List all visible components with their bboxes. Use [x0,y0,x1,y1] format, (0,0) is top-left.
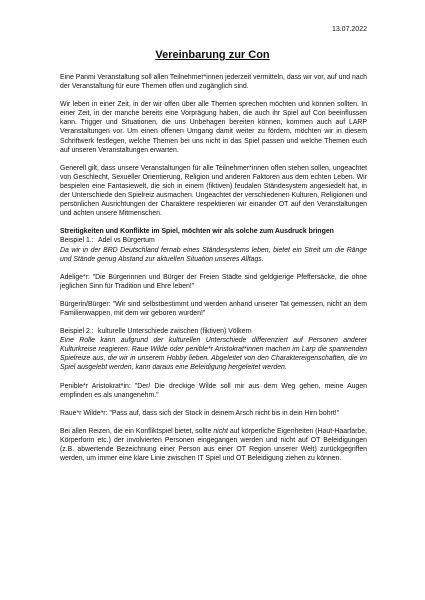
closing-text-pre: Bei allen Reizen, die ein Konfliktspiel bietet, sollte [60,427,214,435]
document-body [60,73,367,463]
example-2-label: kulturelle Unterschiede zwischen (fiktiven) Völkern [98,328,252,336]
document-date: 13.07.2022 [331,26,367,33]
context-paragraph: Wir leben in einer Zeit, in der wir offen über alle Themen sprechen möchten und können sollten. In einer Zeit, in der manche bereits eine Vorprägung haben, die auch ihr Spiel auf Con beeinflussen kann. Trigger und Situationen, die uns Unbehagen bereiten können, kommen auch auf LARP Veranstaltungen vor. Um einen offenen Umgang damit weiter zu fördern, möchten wir in diesem Schriftwerk festlegen, welche Themen bei uns nicht in das Spiel passen und welche Themen euch auf unseren Veranstaltungen erwarten. [60,101,367,154]
example-1-heading [60,236,367,245]
intro-paragraph: Eine Panmi Veranstaltung soll allen Teilnehmer*innen jederzeit vermitteln, dass wir vor, auf und nach der Veranstaltung für eure Themen offen und zugänglich sind. [60,74,367,91]
example-2-quote-wilde: Raue*r Wilde*r: "Pass auf, dass sich der Stock in deinem Arsch nicht bis in dein Hirn bohrt!" [60,409,340,417]
closing-emphasis: nicht [213,427,228,435]
closing-text-post: auf körperliche Eigenheiten (Haut-Haarfarbe, Körperform etc.) der involvierten Personen eingegangen werden und nicht auf OT Beleidigungen (z.B. abwertende Bezeichnung einer Person aus einer OT Region unserer Welt) zurückgegriffen werden, um immer eine klare Linie zwischen IT Spiel und OT Beleidigung ziehen zu können. [60,427,367,463]
document-title: Vereinbarung zur Con [155,49,270,61]
example-1-quote-buerger: Bürgerin/Bürger: "Wir sind selbstbestimmt und werden anhand unserer Tat gemessen, nicht an dem Familienwappen, mit dem wir geboren wurden!" [60,300,367,317]
example-2-quote-aristokrat: Penible*r Aristokrat*in: "Der/ Die dreckige Wilde soll mir aus dem Weg gehen, meine Augen empfinden es als unangenehm." [60,382,367,399]
example-1-number: Beispiel 1.: [60,237,94,245]
principles-paragraph: Generell gilt, dass unsere Veranstaltungen für alle Teilnehmer*innen offen stehen sollen, ungeachtet von Geschlecht, Sexueller Orientierung, Religion und anderen Faktoren aus dem echten Leben. Wir bespielen eine Fantasiewelt, die sich in einem (fiktiven) feudalen Ständesystem angesiedelt hat, in der Unterschiede den Spielreiz ausmachen. Ungeachtet der verschiedenen Kulturen, Religionen und persönlichen Ausrichtungen der Charaktere respektieren wir einander OT auf den Veranstaltungen und achten unsere Mitmenschen. [60,164,367,218]
closing-paragraph [60,427,367,463]
example-1-description: Da wir in der BRD Deutschland fernab eines Ständesystems leben, bietet ein Streit um die Ränge und Stände genug Abstand zur aktuellen Situation unseres Alltags. [60,246,367,263]
example-2-number: Beispiel 2.: [60,328,94,336]
example-1-quote-adel: Adelige*r: "Die Bürgerinnen und Bürger der Freien Städte sind geldgierige Pfeffersäcke, die ohne jeglichen Sinn für Tradition und Ehre leben!" [60,273,367,290]
example-2-description: Eine Rolle kann aufgrund der kulturellen Unterschiede differenziert auf Personen anderer Kulturkreise reagieren. Raue Wilde oder penible*r Aristokrat*innen machen im Larp die spannenden Spielreize aus, die wir in unserem Hobby lieben. Abgeleitet von den Charaktereigenschaften, die im Spiel ausgelebt werden, kann daraus eine Beleidigung hergeleitet werden. [60,337,367,372]
example-1-label: Adel vs Bürgertum [98,237,155,245]
section-heading: Streitigkeiten und Konflikte im Spiel, möchten wir als solche zum Ausdruck bringen [60,228,334,236]
example-2-heading [60,327,367,336]
